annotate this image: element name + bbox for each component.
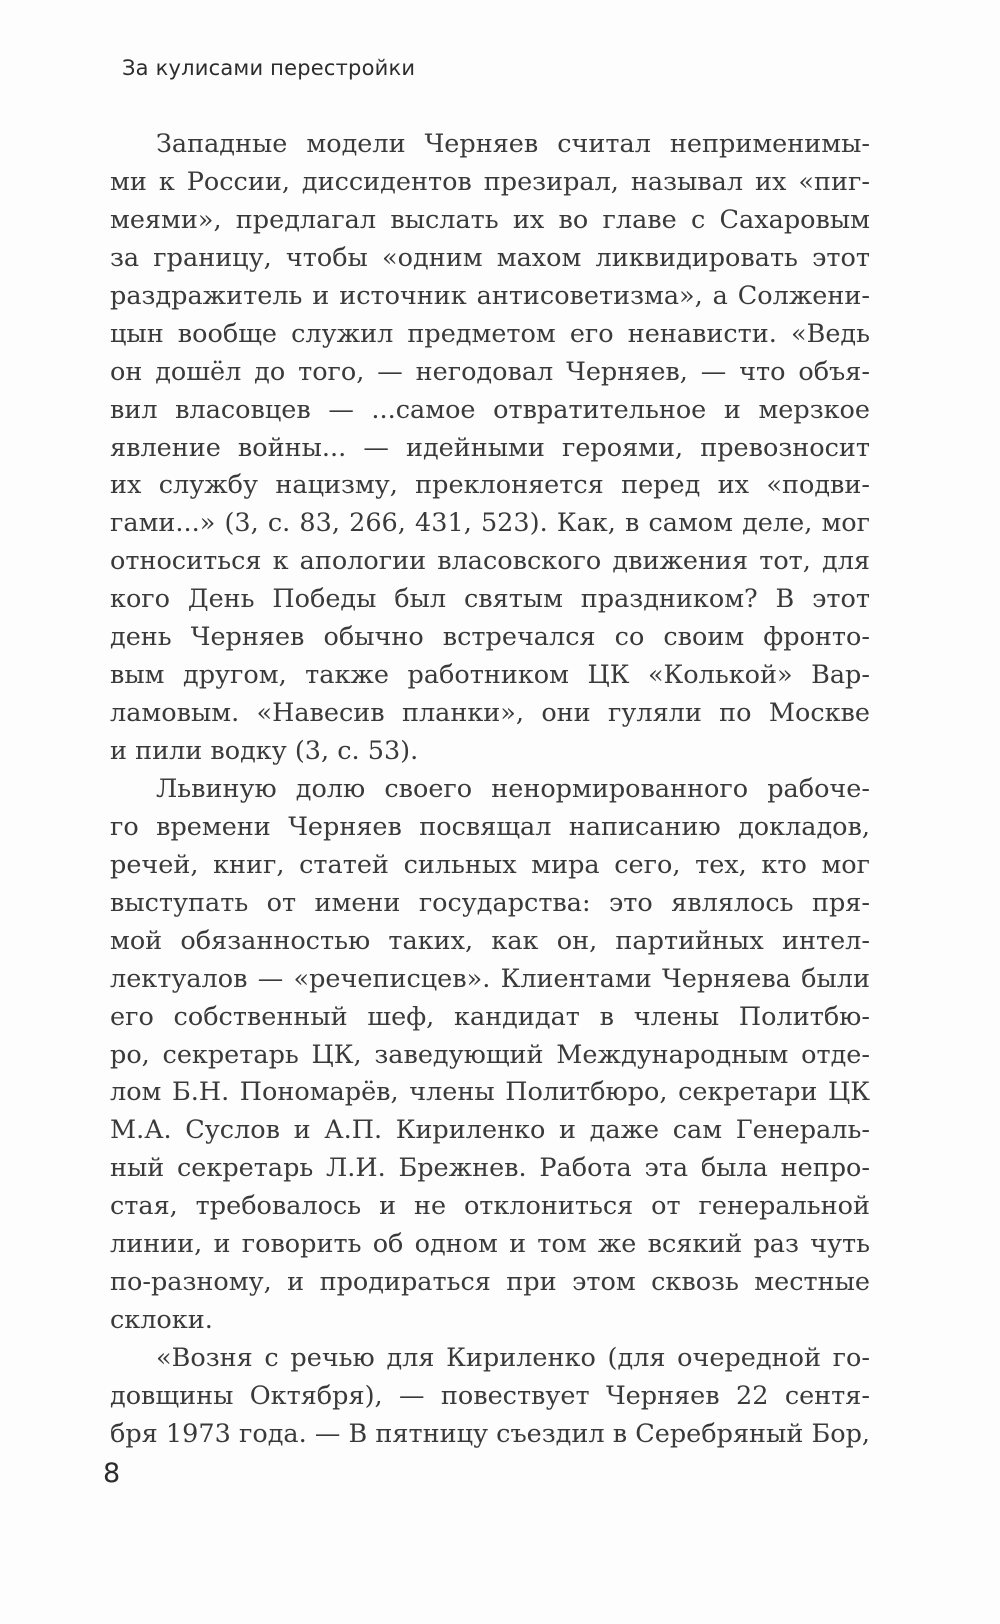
text-line: стая, требовалось и не отклониться от генеральной: [110, 1191, 870, 1222]
text-line: он дошёл до того, — негодовал Черняев, — что объя-: [110, 356, 870, 387]
text-line: выступать от имени государства: это являлось пря-: [110, 887, 870, 918]
text-line: за границу, чтобы «одним махом ликвидировать этот: [110, 242, 870, 273]
text-line: лом Б.Н. Пономарёв, члены Политбюро, секретари ЦК: [110, 1077, 870, 1108]
paragraph-2: [110, 771, 870, 1340]
text-line: бря 1973 года. — В пятницу съездил в Серебряный Бор,: [110, 1418, 870, 1449]
text-line: Западные модели Черняев считал неприменимы-: [156, 129, 870, 159]
text-line: го времени Черняев посвящал написанию докладов,: [110, 811, 870, 842]
text-line: вил власовцев — ...самое отвратительное и мерзкое: [110, 394, 870, 425]
text-line: его собственный шеф, кандидат в члены Политбю-: [110, 1001, 870, 1032]
text-line: и пили водку (3, с. 53).: [110, 736, 419, 766]
text-line: склоки.: [110, 1305, 213, 1336]
text-line: раздражитель и источник антисоветизма», а Солжени-: [110, 280, 870, 311]
text-line: гами...» (3, с. 83, 266, 431, 523). Как, в самом деле, мог: [110, 508, 870, 539]
text-line: М.А. Суслов и А.П. Кириленко и даже сам Генераль-: [110, 1115, 870, 1146]
text-line: вым другом, также работником ЦК «Колькой» Вар-: [110, 660, 870, 691]
text-line: ламовым. «Навесив планки», они гуляли по Москве: [110, 698, 870, 729]
page-number: 8: [103, 1458, 121, 1489]
text-line: цын вообще служил предметом его ненависти. «Ведь: [110, 318, 870, 349]
text-line: довщины Октября), — повествует Черняев 22 сентя-: [110, 1380, 870, 1411]
text-line: мой обязанностью таких, как он, партийных интел-: [110, 925, 870, 956]
text-line: их службу нацизму, преклоняется перед их «подви-: [110, 470, 870, 501]
text-line: кого День Победы был святым праздником? В этот: [110, 584, 870, 615]
text-line: меями», предлагал выслать их во главе с Сахаровым: [110, 204, 870, 235]
text-line: «Возня с речью для Кириленко (для очередной го-: [156, 1343, 870, 1373]
text-line: относиться к апологии власовского движения тот, для: [110, 546, 870, 577]
text-line: по-разному, и продираться при этом сквозь местные: [110, 1267, 870, 1298]
running-header: За кулисами перестройки: [122, 56, 416, 80]
text-line: речей, книг, статей сильных мира сего, тех, кто мог: [110, 849, 870, 880]
body-text: [110, 126, 870, 1454]
text-line: ный секретарь Л.И. Брежнев. Работа эта была непро-: [110, 1153, 870, 1184]
text-line: лектуалов — «речеписцев». Клиентами Черняева были: [110, 963, 870, 994]
text-line: явление войны... — идейными героями, превозносит: [110, 432, 870, 463]
text-line: день Черняев обычно встречался со своим фронто-: [110, 622, 870, 653]
text-line: ми к России, диссидентов презирал, называл их «пиг-: [110, 166, 870, 197]
text-line: линии, и говорить об одном и том же всякий раз чуть: [110, 1229, 870, 1260]
paragraph-3: [110, 1340, 870, 1454]
text-line: Львиную долю своего ненормированного рабоче-: [156, 773, 870, 804]
paragraph-1: [110, 126, 870, 771]
text-line: ро, секретарь ЦК, заведующий Международным отде-: [110, 1039, 870, 1070]
